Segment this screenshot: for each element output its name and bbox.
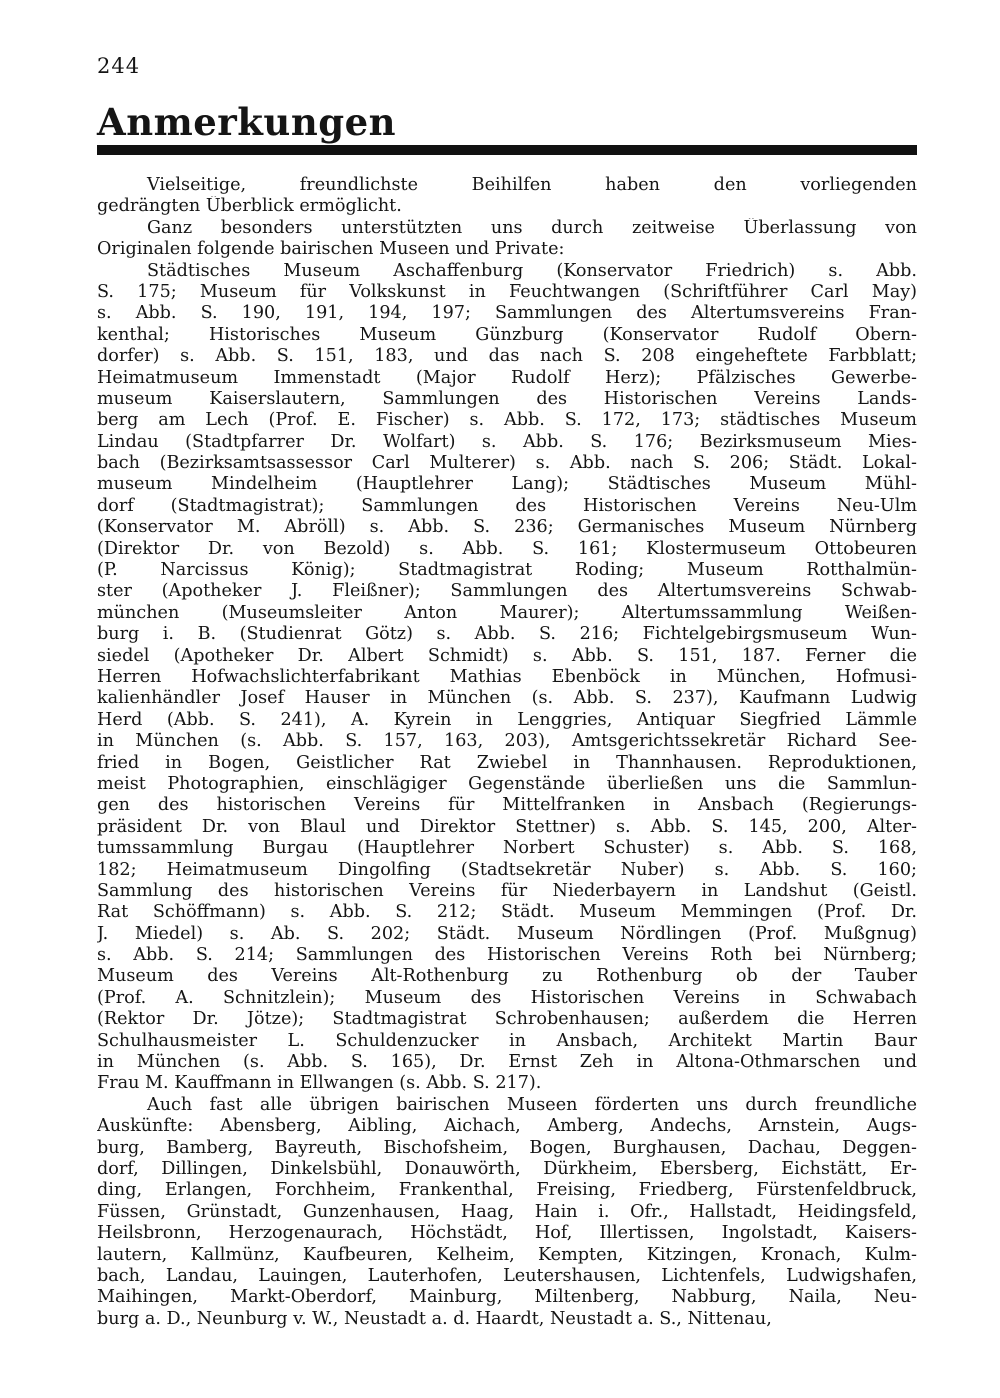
text-line: Heilsbronn, Herzogenaurach, Höchstädt, Hof, Illertissen, Ingolstadt, Kaisers- [97,1223,917,1244]
text-line: 182; Heimatmuseum Dingolfing (Stadtsekretär Nuber) s. Abb. S. 160; [97,859,917,880]
text-line: burg a. D., Neunburg v. W., Neustadt a. d. Haardt, Neustadt a. S., Nittenau, [97,1308,772,1329]
text-line: Frau M. Kauffmann in Ellwangen (s. Abb. S. 217). [97,1073,542,1094]
text-line: münchen (Museumsleiter Anton Maurer); Altertumssammlung Weißen- [97,602,917,623]
text-line: s. Abb. S. 190, 191, 194, 197; Sammlungen des Altertumsvereins Fran- [97,303,917,324]
page-number: 244 [97,54,141,78]
text-line: ster (Apotheker J. Fleißner); Sammlungen des Altertumsvereins Schwab- [97,581,917,602]
text-line: gedrängten Überblick ermöglicht. [97,196,402,217]
text-line: tumssammlung Burgau (Hauptlehrer Norbert Schuster) s. Abb. S. 168, [97,838,917,859]
text-line: präsident Dr. von Blaul und Direktor Stettner) s. Abb. S. 145, 200, Alter- [97,816,917,837]
text-line: Herren Hofwachslichterfabrikant Mathias Ebenböck in München, Hofmusi- [97,666,917,687]
text-line: (Rektor Dr. Jötze); Stadtmagistrat Schrobenhausen; außerdem die Herren [97,1009,917,1030]
text-line: Vielseitige, freundlichste Beihilfen haben den vorliegenden [147,175,917,195]
text-line: gen des historischen Vereins für Mittelfranken in Ansbach (Regierungs- [97,795,917,816]
text-line: Heimatmuseum Immenstadt (Major Rudolf Herz); Pfälzisches Gewerbe- [97,367,917,388]
text-line: Auch fast alle übrigen bairischen Museen förderten uns durch freundliche [147,1094,917,1115]
text-line: ding, Erlangen, Forchheim, Frankenthal, Freising, Friedberg, Fürstenfeldbruck, [97,1180,917,1201]
text-line: Maihingen, Markt-Oberdorf, Mainburg, Miltenberg, Nabburg, Naila, Neu- [97,1287,917,1308]
text-line: Sammlung des historischen Vereins für Niederbayern in Landshut (Geistl. [97,880,917,901]
text-line: dorf (Stadtmagistrat); Sammlungen des Historischen Vereins Neu-Ulm [97,495,917,516]
text-line: meist Photographien, einschlägiger Gegenstände überließen uns die Sammlun- [97,773,917,794]
text-line: Auskünfte: Abensberg, Aibling, Aichach, Amberg, Andechs, Arnstein, Augs- [97,1116,917,1137]
text-line: Museum des Vereins Alt-Rothenburg zu Rothenburg ob der Tauber [97,966,917,987]
text-line: (P. Narcissus König); Stadtmagistrat Roding; Museum Rotthalmün- [97,560,917,581]
text-line: berg am Lech (Prof. E. Fischer) s. Abb. S. 172, 173; städtisches Museum [97,410,917,431]
text-line: in München (s. Abb. S. 157, 163, 203), Amtsgerichtssekretär Richard See- [97,731,917,752]
body-text [97,175,917,1330]
text-line: Lindau (Stadtpfarrer Dr. Wolfart) s. Abb. S. 176; Bezirksmuseum Mies- [97,431,917,452]
text-line: J. Miedel) s. Ab. S. 202; Städt. Museum Nördlingen (Prof. Mußgnug) [97,923,917,944]
text-line: Schulhausmeister L. Schuldenzucker in Ansbach, Architekt Martin Baur [97,1030,917,1051]
text-line: museum Kaiserslautern, Sammlungen des Historischen Vereins Lands- [97,388,917,409]
text-line: (Direktor Dr. von Bezold) s. Abb. S. 161; Klostermuseum Ottobeuren [97,538,917,559]
heading-rule [97,145,917,155]
text-line: Füssen, Grünstadt, Gunzenhausen, Haag, Hain i. Ofr., Hallstadt, Heidingsfeld, [97,1201,917,1222]
page-heading: Anmerkungen [97,100,397,144]
text-line: s. Abb. S. 214; Sammlungen des Historischen Vereins Roth bei Nürnberg; [97,945,917,966]
text-line: fried in Bogen, Geistlicher Rat Zwiebel in Thannhausen. Reproduktionen, [97,752,917,773]
text-line: dorfer) s. Abb. S. 151, 183, und das nach S. 208 eingeheftete Farbblatt; [97,346,917,367]
text-line: burg, Bamberg, Bayreuth, Bischofsheim, Bogen, Burghausen, Dachau, Deggen- [97,1137,917,1158]
text-line: bach, Landau, Lauingen, Lauterhofen, Leutershausen, Lichtenfels, Ludwigshafen, [97,1265,917,1286]
text-line: kenthal; Historisches Museum Günzburg (Konservator Rudolf Obern- [97,324,917,345]
text-line: Originalen folgende bairischen Museen und Private: [97,239,565,260]
text-line: S. 175; Museum für Volkskunst in Feuchtwangen (Schriftführer Carl May) [97,281,917,302]
text-line: burg i. B. (Studienrat Götz) s. Abb. S. 216; Fichtelgebirgsmuseum Wun- [97,624,917,645]
text-line: dorf, Dillingen, Dinkelsbühl, Donauwörth, Dürkheim, Ebersberg, Eichstätt, Er- [97,1158,917,1179]
text-line: Herd (Abb. S. 241), A. Kyrein in Lenggries, Antiquar Siegfried Lämmle [97,709,917,730]
text-line: (Konservator M. Abröll) s. Abb. S. 236; Germanisches Museum Nürnberg [97,517,917,538]
text-line: museum Mindelheim (Hauptlehrer Lang); Städtisches Museum Mühl- [97,474,917,495]
text-line: siedel (Apotheker Dr. Albert Schmidt) s. Abb. S. 151, 187. Ferner die [97,645,917,666]
text-line: (Prof. A. Schnitzlein); Museum des Historischen Vereins in Schwabach [97,987,917,1008]
text-line: Ganz besonders unterstützten uns durch zeitweise Überlassung von [147,217,917,238]
text-line: bach (Bezirksamtsassessor Carl Multerer) s. Abb. nach S. 206; Städt. Lokal- [97,453,917,474]
text-line: Rat Schöffmann) s. Abb. S. 212; Städt. Museum Memmingen (Prof. Dr. [97,902,917,923]
text-line: in München (s. Abb. S. 165), Dr. Ernst Zeh in Altona-Othmarschen und [97,1052,917,1073]
text-line: lautern, Kallmünz, Kaufbeuren, Kelheim, Kempten, Kitzingen, Kronach, Kulm- [97,1244,917,1265]
text-line: kalienhändler Josef Hauser in München (s. Abb. S. 237), Kaufmann Ludwig [97,688,917,709]
text-line: Städtisches Museum Aschaffenburg (Konservator Friedrich) s. Abb. [147,260,917,281]
